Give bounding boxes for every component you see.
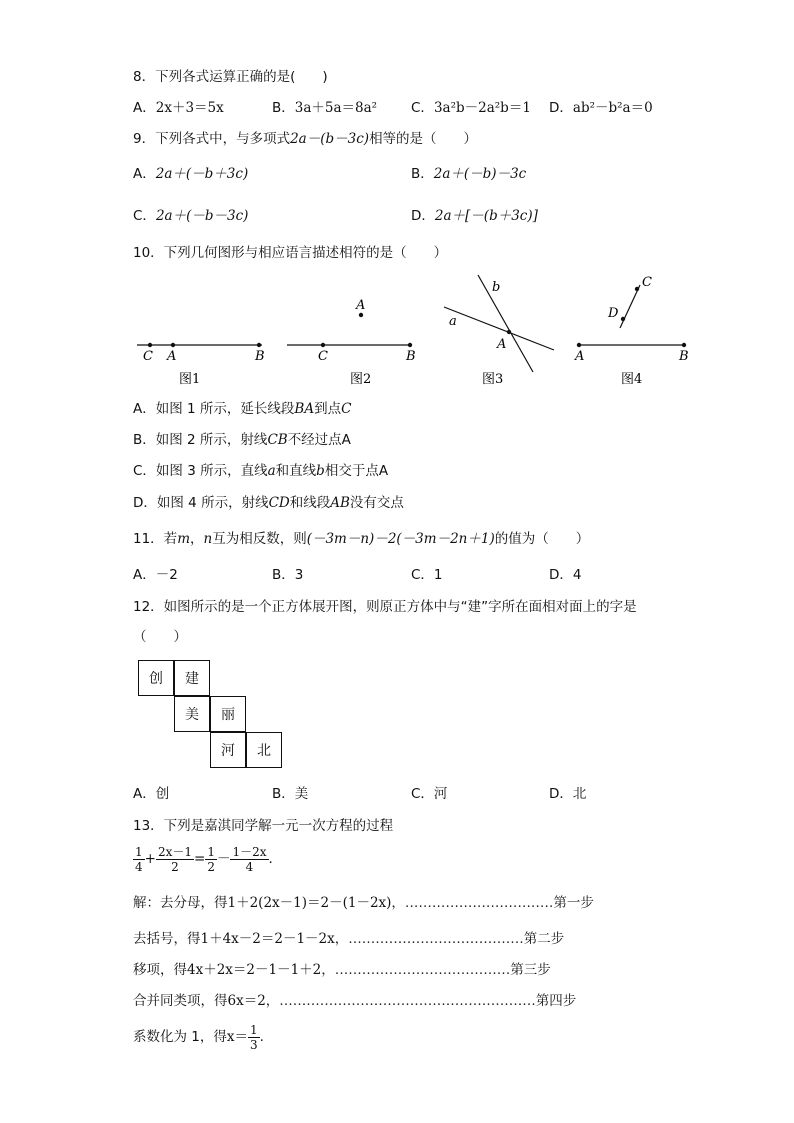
fig2-label-c: C [318,349,328,364]
step5-pre: 系数化为 1，得 [133,1029,227,1045]
q10-option-a [133,400,351,418]
q8-option-d-label: D． [549,100,573,116]
q10-option-a-post: 到点 [314,401,342,417]
q11-option-d: D．4 [549,567,582,583]
q11-option-a: A．－2 [133,567,178,583]
q9-option-c-expr: 2a＋(－b－3c) [155,208,249,224]
step3-expr: 4x＋2x＝2－1－1＋2 [187,962,322,978]
step5-end: . [259,1029,264,1045]
q9-stem-pre: 9．下列各式中，与多项式 [133,131,291,147]
step3-pre: 移项，得 [133,962,187,978]
q9-option-c-label: C． [133,208,156,224]
figure-2 [287,298,416,364]
fig4-label-b: B [679,349,689,364]
q10-option-b [133,431,351,449]
q12-stem: 12．如图所示的是一个正方体展开图，则原正方体中与“建”字所在面相对面上的字是 [133,599,637,615]
q10-figures [0,265,794,395]
step4-label: 第四步 [535,993,577,1009]
step2-label: 第二步 [523,931,565,947]
step2-dots: ，………………………………… [334,931,524,947]
q13-step-4 [133,992,576,1010]
eq-plus: + [144,851,156,867]
fig4-point-b [682,343,686,347]
q9-option-b-expr: 2a＋(－b)－3c [433,166,527,182]
cube-face-li: 丽 [210,696,246,732]
q10-option-d [133,494,404,512]
q8-option-c-expr: 3a²b－2a²b＝1 [433,100,531,116]
q12-option-b: B．美 [272,786,309,802]
q8-option-b-expr: 3a＋5a＝8a² [294,100,378,116]
step4-pre: 合并同类项，得 [133,993,228,1009]
q10-option-c-l2: b [316,463,325,479]
cube-face-mei: 美 [174,696,210,732]
q10-stem: 10．下列几何图形与相应语言描述相符的是（ ） [133,245,448,261]
q9-option-a-expr: 2a＋(－b＋3c) [155,166,249,182]
q9-option-d-label: D． [411,208,435,224]
cube-face-bei: 北 [246,732,282,768]
step2-expr: 1＋4x－2＝2－1－2x [200,931,335,947]
q11-option-c: C．1 [411,567,443,583]
q10-option-a-pt: C [341,401,352,417]
q8-option-c-label: C． [411,100,434,116]
figure-3 [444,275,554,372]
fig1-label-a: A [167,349,177,364]
q11-stem [133,530,589,548]
q8-option-d-expr: ab²－b²a＝0 [572,100,653,116]
q8-stem: 8．下列各式运算正确的是( ) [133,69,328,85]
step1-label: 第一步 [553,895,594,911]
eq-frac-3: $\frac{1}{2}$ [207,844,215,874]
q11-var-n: n [203,531,213,547]
q11-stem-post: 的值为（ ） [494,531,590,547]
q8-option-b [272,99,377,117]
q10-option-c-pre: C．如图 3 所示，直线 [133,463,268,479]
q9-option-b [411,165,526,183]
fig3-point-a [507,330,511,334]
q9-stem-post: 相等的是（ ） [369,131,478,147]
fig2-point-c [321,343,325,347]
cube-face-he: 河 [210,732,246,768]
q13-step-2 [133,930,564,948]
fig3-label-b-line: b [492,280,501,295]
step1-pre: 解：去分母，得 [133,895,228,911]
step3-dots: ，………………………………… [321,962,511,978]
fig2-point-a [359,313,363,317]
fig1-label-b: B [255,349,265,364]
q8-option-d [549,99,653,117]
q13-equation [133,842,273,876]
q10-option-d-mid: 和线段 [289,495,331,511]
cube-face-chuang: 创 [138,660,174,696]
q10-option-d-post: 没有交点 [349,495,404,511]
q13-stem: 13．下列是嘉淇同学解一元一次方程的过程 [133,818,394,834]
fig4-point-d [621,317,625,321]
q10-option-c-l1: a [267,463,276,479]
step1-expr: 1＋2(2x－1)＝2－(1－2x) [227,895,392,911]
q11-option-b: B．3 [272,567,304,583]
step1-dots: ，…………………………… [391,895,554,911]
fig1-point-b [257,343,261,347]
step4-expr: 6x＝2 [227,993,266,1009]
figure-4 [574,275,689,364]
fig4-label-c: C [642,275,652,290]
q9-option-d [411,207,538,225]
eq-minus: － [216,851,231,867]
eq-frac-4: $\frac{1-2x}{4}$ [232,844,267,874]
fig4-label-a: A [575,349,585,364]
fig4-point-c [635,287,639,291]
fig3-label-a-line: a [449,314,457,329]
q10-option-a-pre: A．如图 1 所示，延长线段 [133,401,295,417]
q9-option-a-label: A． [133,166,156,182]
q12-option-c: C．河 [411,786,448,802]
q8-option-b-label: B． [272,100,295,116]
fig1-point-a [171,343,175,347]
q10-option-c-post: 相交于点A [324,463,389,479]
q10-option-d-seg2: AB [330,495,350,511]
q10-option-b-pre: B．如图 2 所示，射线 [133,432,268,448]
step5-x: x＝ [226,1029,249,1045]
eq-equals: = [194,851,206,867]
q11-expr: (－3m－n)－2(－3m－2n＋1) [306,531,495,547]
q13-step-1 [133,894,594,912]
fig2-label-b: B [406,349,416,364]
eq-end: . [268,851,273,867]
fig2-caption: 图2 [350,372,372,387]
fig1-label-c: C [143,349,153,364]
q11-comma: ， [190,531,204,547]
q10-option-b-seg: CB [267,432,288,448]
step2-pre: 去括号，得 [133,931,201,947]
q12-option-d: D．北 [549,786,587,802]
q10-option-a-seg: BA [294,401,315,417]
cube-face-jian: 建 [174,660,210,696]
fig1-point-c [148,343,152,347]
q9-option-b-label: B． [411,166,434,182]
q13-step-5 [133,1020,264,1054]
q11-stem-pre: 11．若 [133,531,178,547]
q9-stem-expr: 2a－(b－3c) [290,131,370,147]
q10-option-d-seg1: CD [268,495,290,511]
eq-frac-2: $\frac{2x-1}{2}$ [157,844,192,874]
q9-option-a [133,165,248,183]
q8-option-a-expr: 2x＋3＝5x [155,100,224,116]
q13-step-3 [133,961,551,979]
q8-option-a [133,99,224,117]
q9-option-c [133,207,248,225]
fig4-caption: 图4 [621,372,643,387]
fig3-caption: 图3 [482,372,504,387]
q10-option-c-mid: 和直线 [275,463,317,479]
q10-option-d-pre: D．如图 4 所示，射线 [133,495,269,511]
fig2-point-b [408,343,412,347]
fig3-label-point-a: A [497,337,507,352]
q9-stem [133,130,477,148]
q12-option-a: A．创 [133,786,170,802]
fig1-caption: 图1 [179,372,201,387]
step3-label: 第三步 [510,962,551,978]
q8-option-a-label: A． [133,100,156,116]
fig4-ray-cd [620,285,640,328]
eq-frac-1: $\frac{1}{4}$ [135,844,143,874]
q8-option-c [411,99,531,117]
fig4-point-a [577,343,581,347]
fig4-label-d: D [608,306,619,321]
fig2-label-a: A [356,298,366,313]
step4-dots: ，………………………………………………… [265,993,536,1009]
q9-option-d-expr: 2a＋[－(b＋3c)] [434,208,538,224]
q11-var-m: m [177,531,190,547]
q10-option-c [133,462,388,480]
q12-stem-bracket: （ ） [133,629,187,645]
figure-1 [137,343,265,364]
q10-option-b-post: 不经过点A [287,432,351,448]
step5-frac: $\frac{1}{3}$ [250,1022,258,1052]
q11-stem-mid: 互为相反数，则 [212,531,307,547]
